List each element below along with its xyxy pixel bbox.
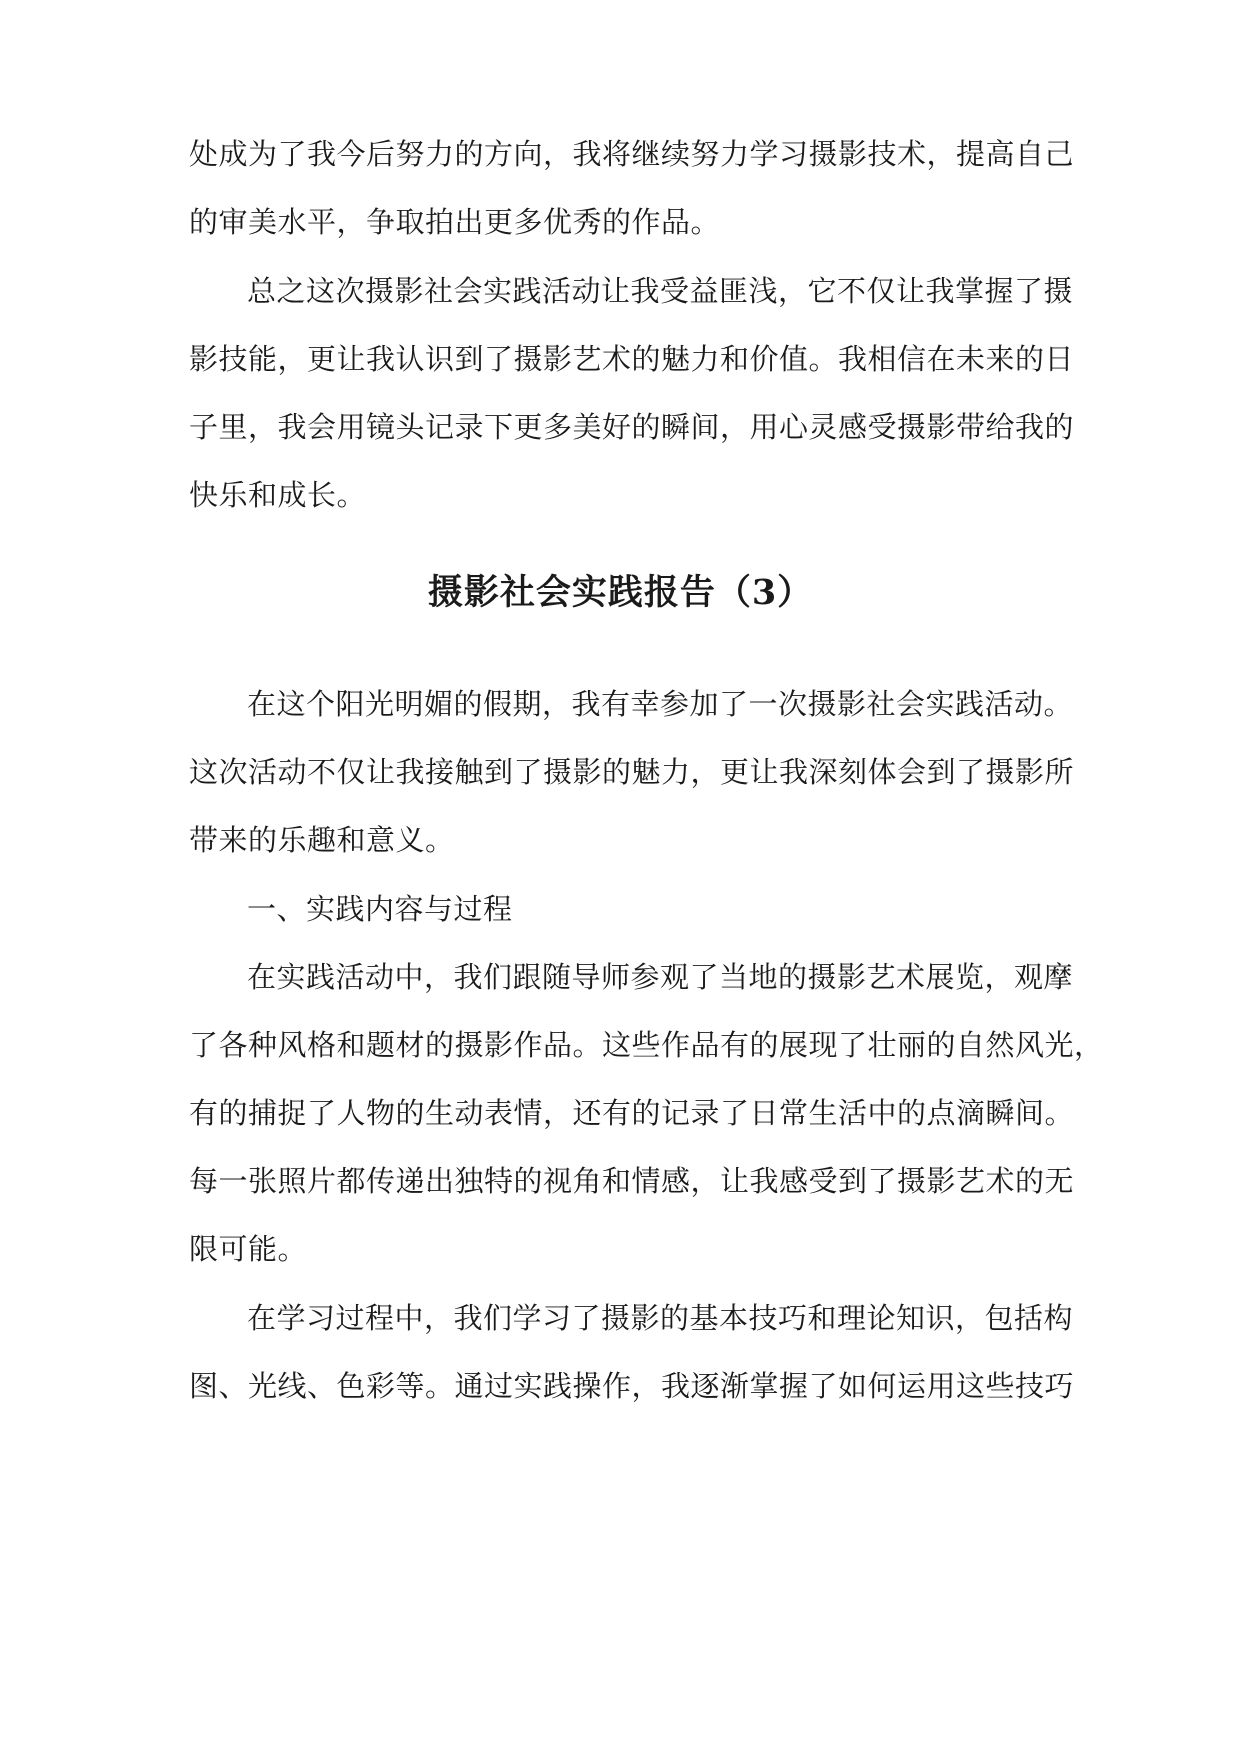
subsection-heading: 一、实践内容与过程 <box>247 892 513 926</box>
paragraph-line: 限可能。 <box>189 1232 308 1266</box>
paragraph-line: 有的捕捉了人物的生动表情，还有的记录了日常生活中的点滴瞬间。 <box>189 1096 1075 1130</box>
paragraph-line: 子里，我会用镜头记录下更多美好的瞬间，用心灵感受摄影带给我的 <box>189 410 1075 444</box>
paragraph-line: 的审美水平，争取拍出更多优秀的作品。 <box>189 205 721 239</box>
paragraph-line: 在实践活动中，我们跟随导师参观了当地的摄影艺术展览，观摩 <box>247 960 1074 994</box>
paragraph-line: 每一张照片都传递出独特的视角和情感，让我感受到了摄影艺术的无 <box>189 1164 1075 1198</box>
paragraph-line: 处成为了我今后努力的方向，我将继续努力学习摄影技术，提高自己 <box>189 137 1075 171</box>
section-heading: 摄影社会实践报告（3） <box>427 572 814 613</box>
paragraph-line: 在学习过程中，我们学习了摄影的基本技巧和理论知识，包括构 <box>247 1301 1074 1335</box>
paragraph-line: 在这个阳光明媚的假期，我有幸参加了一次摄影社会实践活动。 <box>247 687 1074 721</box>
paragraph-line: 带来的乐趣和意义。 <box>189 823 455 857</box>
paragraph-line: 图、光线、色彩等。通过实践操作，我逐渐掌握了如何运用这些技巧 <box>189 1369 1075 1403</box>
paragraph-line: 快乐和成长。 <box>189 478 367 512</box>
paragraph-line: 这次活动不仅让我接触到了摄影的魅力，更让我深刻体会到了摄影所 <box>189 755 1075 789</box>
paragraph-line: 总之这次摄影社会实践活动让我受益匪浅，它不仅让我掌握了摄 <box>247 274 1074 308</box>
paragraph-line: 了各种风格和题材的摄影作品。这些作品有的展现了壮丽的自然风光， <box>189 1028 1104 1062</box>
paragraph-line: 影技能，更让我认识到了摄影艺术的魅力和价值。我相信在未来的日 <box>189 342 1075 376</box>
